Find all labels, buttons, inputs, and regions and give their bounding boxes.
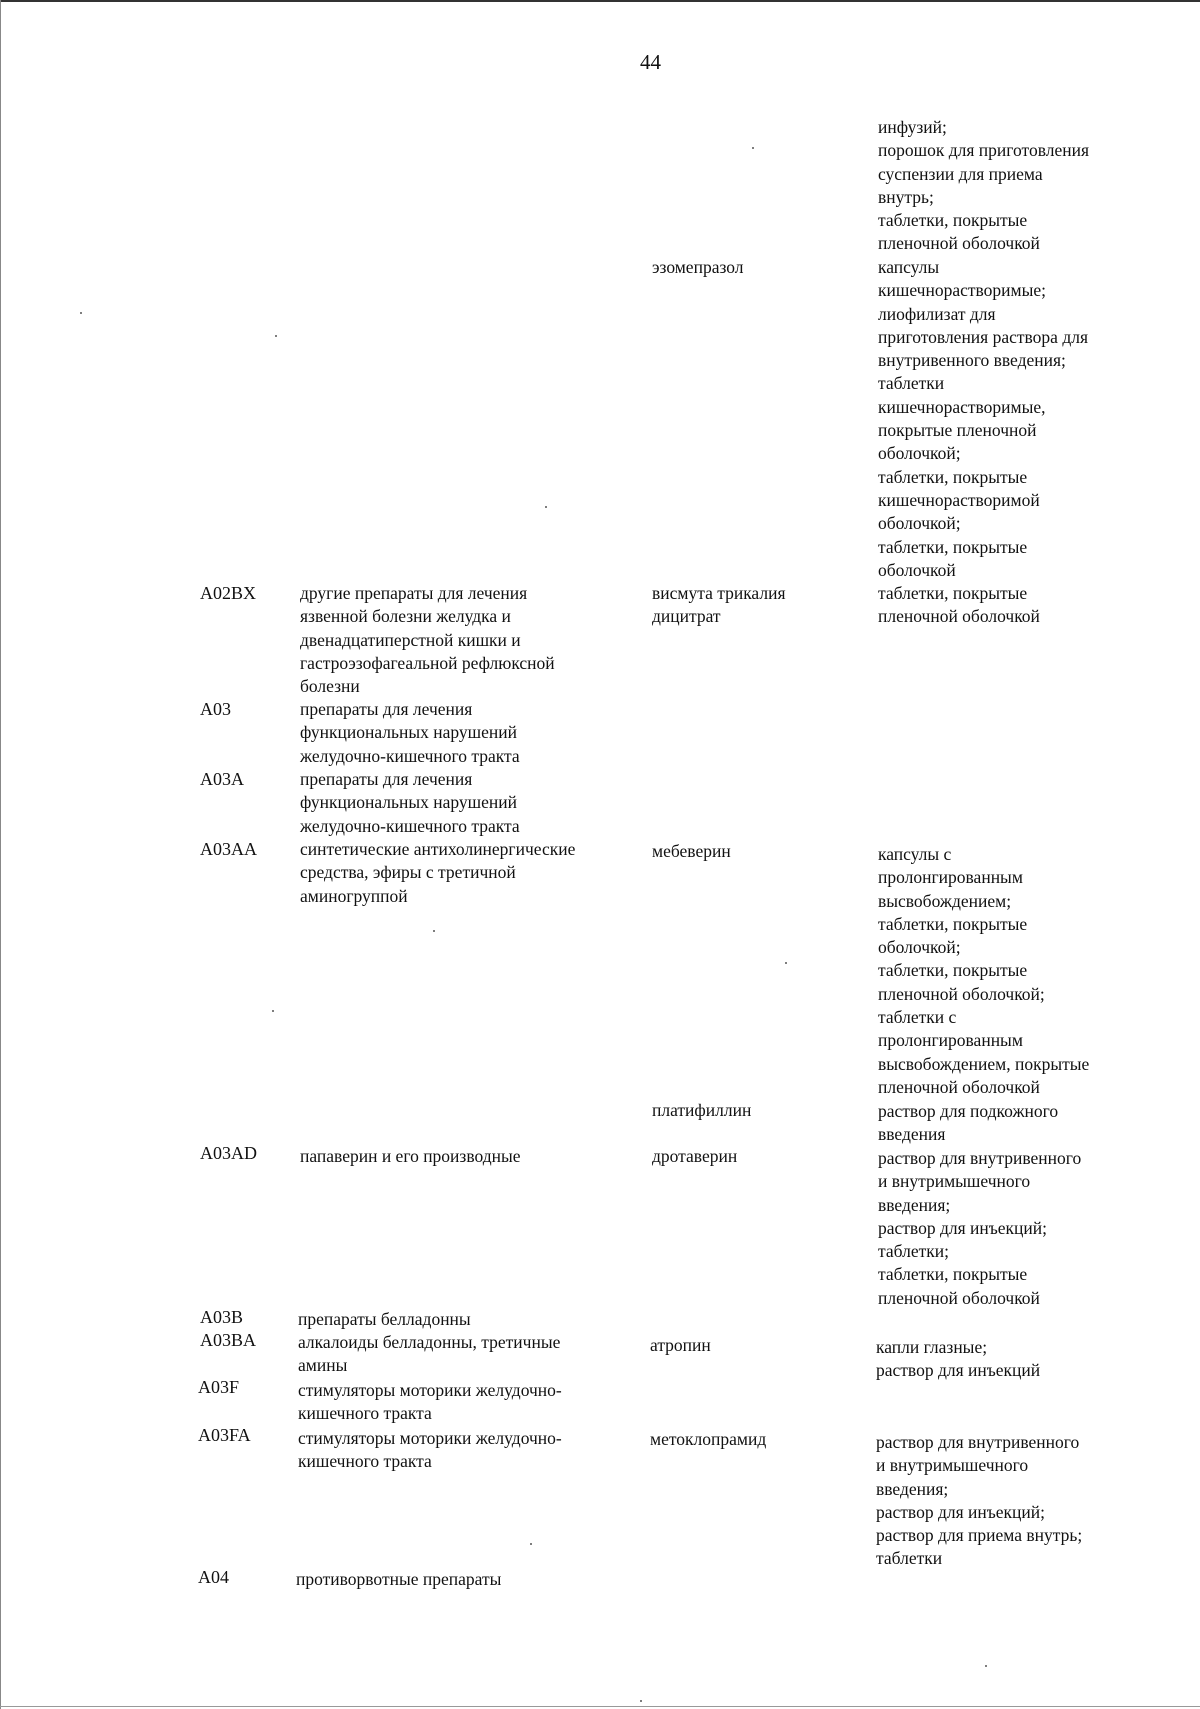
text-line: пролонгированным	[878, 867, 1023, 888]
text-line: пленочной оболочкой	[878, 233, 1040, 254]
atc-group	[298, 1331, 560, 1378]
atc-code: A03FA	[198, 1425, 251, 1445]
atc-group	[296, 1568, 501, 1591]
text-line: таблетки;	[878, 1241, 949, 1262]
text-line: внутривенного введения;	[878, 350, 1066, 371]
text-line: таблетки, покрытые	[878, 466, 1028, 487]
scan-speck	[80, 312, 82, 314]
text-line: дицитрат	[652, 606, 721, 627]
atc-code: A02BX	[200, 583, 257, 603]
atc-group	[298, 1427, 562, 1474]
text-line: желудочно-кишечного тракта	[300, 815, 520, 836]
text-line: синтетические антихолинергические	[300, 839, 576, 859]
atc-code: A03AD	[200, 1143, 257, 1163]
text-line: лиофилизат для	[878, 303, 996, 324]
text-line: препараты для лечения	[300, 769, 473, 789]
atc-group	[300, 1145, 521, 1168]
text-line: кишечного тракта	[298, 1403, 432, 1424]
text-line: введения;	[876, 1478, 949, 1499]
drug-name	[650, 1428, 766, 1451]
text-line: раствор для инъекций;	[878, 1217, 1048, 1238]
text-line: другие препараты для лечения	[300, 583, 528, 603]
drug-name	[650, 1334, 711, 1357]
atc-group	[300, 768, 520, 838]
drug-name	[652, 1145, 737, 1168]
text-line: пленочной оболочкой	[878, 606, 1040, 627]
text-line: дротаверин	[652, 1146, 738, 1166]
text-line: атропин	[650, 1335, 711, 1355]
dosage-forms	[876, 1431, 1082, 1571]
text-line: капли глазные;	[876, 1337, 988, 1357]
text-line: двенадцатиперстной кишки и	[300, 629, 521, 650]
text-line: желудочно-кишечного тракта	[300, 745, 520, 766]
scan-speck	[640, 1700, 642, 1702]
text-line: эзомепразол	[652, 257, 744, 277]
text-line: пленочной оболочкой;	[878, 983, 1045, 1004]
text-line: метоклопрамид	[650, 1429, 767, 1449]
text-line: раствор для инъекций;	[876, 1501, 1046, 1522]
text-line: и внутримышечного	[876, 1455, 1029, 1476]
text-line: таблетки, покрытые	[878, 210, 1028, 231]
scan-speck	[272, 1010, 274, 1012]
text-line: высвобождением, покрытые	[878, 1053, 1090, 1074]
text-line: висмута трикалия	[652, 583, 786, 603]
atc-code: A04	[198, 1567, 229, 1587]
dosage-forms	[878, 256, 1088, 582]
text-line: мебеверин	[652, 841, 731, 861]
text-line: раствор для подкожного	[878, 1101, 1059, 1121]
drug-name	[652, 256, 744, 279]
text-line: пленочной оболочкой	[878, 1287, 1040, 1308]
text-line: оболочкой;	[878, 513, 961, 534]
text-line: оболочкой	[878, 559, 956, 580]
text-line: введения;	[878, 1194, 951, 1215]
scan-speck	[752, 147, 754, 149]
text-line: таблетки, покрытые	[878, 960, 1028, 981]
text-line: раствор для инъекций	[876, 1360, 1041, 1381]
atc-code: A03BA	[200, 1330, 257, 1350]
scan-speck	[985, 1665, 987, 1667]
text-line: платифиллин	[652, 1100, 752, 1120]
text-line: пролонгированным	[878, 1030, 1023, 1051]
atc-group	[300, 698, 520, 768]
text-line: средства, эфиры с третичной	[300, 862, 516, 883]
text-line: покрытые пленочной	[878, 420, 1037, 441]
text-line: функциональных нарушений	[300, 722, 517, 743]
dosage-forms	[878, 582, 1040, 629]
scan-speck	[433, 930, 435, 932]
text-line: аминогруппой	[300, 885, 408, 906]
atc-code: A03AA	[200, 839, 257, 859]
text-line: препараты белладонны	[298, 1309, 471, 1329]
drug-name	[652, 840, 731, 863]
text-line: противорвотные препараты	[296, 1569, 502, 1589]
text-line: кишечнорастворимые;	[878, 280, 1046, 301]
dosage-forms	[878, 1100, 1058, 1147]
text-line: таблетки, покрытые	[878, 583, 1028, 603]
atc-group	[298, 1308, 471, 1331]
text-line: гастроэзофагеальной рефлюксной	[300, 652, 555, 673]
scan-speck	[545, 506, 547, 508]
drug-name	[652, 582, 786, 629]
text-line: таблетки	[876, 1548, 943, 1569]
text-line: функциональных нарушений	[300, 792, 517, 813]
text-line: препараты для лечения	[300, 699, 473, 719]
text-line: приготовления раствора для	[878, 326, 1088, 347]
text-line: кишечного тракта	[298, 1451, 432, 1472]
text-line: капсулы	[878, 257, 940, 277]
text-line: стимуляторы моторики желудочно-	[298, 1428, 562, 1448]
dosage-forms	[876, 1336, 1040, 1383]
text-line: внутрь;	[878, 186, 934, 207]
scan-speck	[530, 1543, 532, 1545]
text-line: и внутримышечного	[878, 1171, 1031, 1192]
atc-code: A03	[200, 699, 231, 719]
dosage-forms	[878, 843, 1089, 1099]
text-line: раствор для внутривенного	[878, 1148, 1082, 1168]
scan-left-edge	[0, 0, 1, 1709]
text-line: стимуляторы моторики желудочно-	[298, 1380, 562, 1400]
text-line: амины	[298, 1355, 348, 1376]
text-line: суспензии для приема	[878, 163, 1043, 184]
text-line: таблетки	[878, 373, 945, 394]
text-line: введения	[878, 1124, 946, 1145]
text-line: капсулы с	[878, 844, 952, 864]
text-line: инфузий;	[878, 117, 947, 137]
scan-speck	[785, 962, 787, 964]
text-line: пленочной оболочкой	[878, 1076, 1040, 1097]
atc-code: A03A	[200, 769, 244, 789]
text-line: таблетки, покрытые	[878, 1264, 1028, 1285]
scan-bottom-edge	[0, 1706, 1200, 1707]
text-line: оболочкой;	[878, 443, 961, 464]
text-line: таблетки, покрытые	[878, 913, 1028, 934]
text-line: кишечнорастворимой	[878, 489, 1040, 510]
drug-name	[652, 1099, 751, 1122]
text-line: кишечнорастворимые,	[878, 396, 1046, 417]
text-line: раствор для внутривенного	[876, 1432, 1080, 1452]
text-line: порошок для приготовления	[878, 140, 1089, 161]
text-line: папаверин и его производные	[300, 1146, 521, 1166]
atc-group	[300, 838, 575, 908]
dosage-forms	[878, 1147, 1081, 1310]
text-line: алкалоиды белладонны, третичные	[298, 1332, 561, 1352]
continuation-forms	[878, 116, 1089, 256]
text-line: раствор для приема внутрь;	[876, 1525, 1083, 1546]
scan-top-edge	[0, 0, 1200, 2]
text-line: болезни	[300, 676, 360, 697]
atc-group	[300, 582, 555, 698]
text-line: таблетки с	[878, 1007, 957, 1028]
text-line: оболочкой;	[878, 937, 961, 958]
atc-code: A03B	[200, 1307, 244, 1327]
text-line: высвобождением;	[878, 890, 1012, 911]
atc-group	[298, 1379, 562, 1426]
text-line: язвенной болезни желудка и	[300, 606, 511, 627]
atc-code: A03F	[198, 1377, 240, 1397]
scan-speck	[275, 335, 277, 337]
page-number: 44	[640, 50, 661, 74]
text-line: таблетки, покрытые	[878, 536, 1028, 557]
